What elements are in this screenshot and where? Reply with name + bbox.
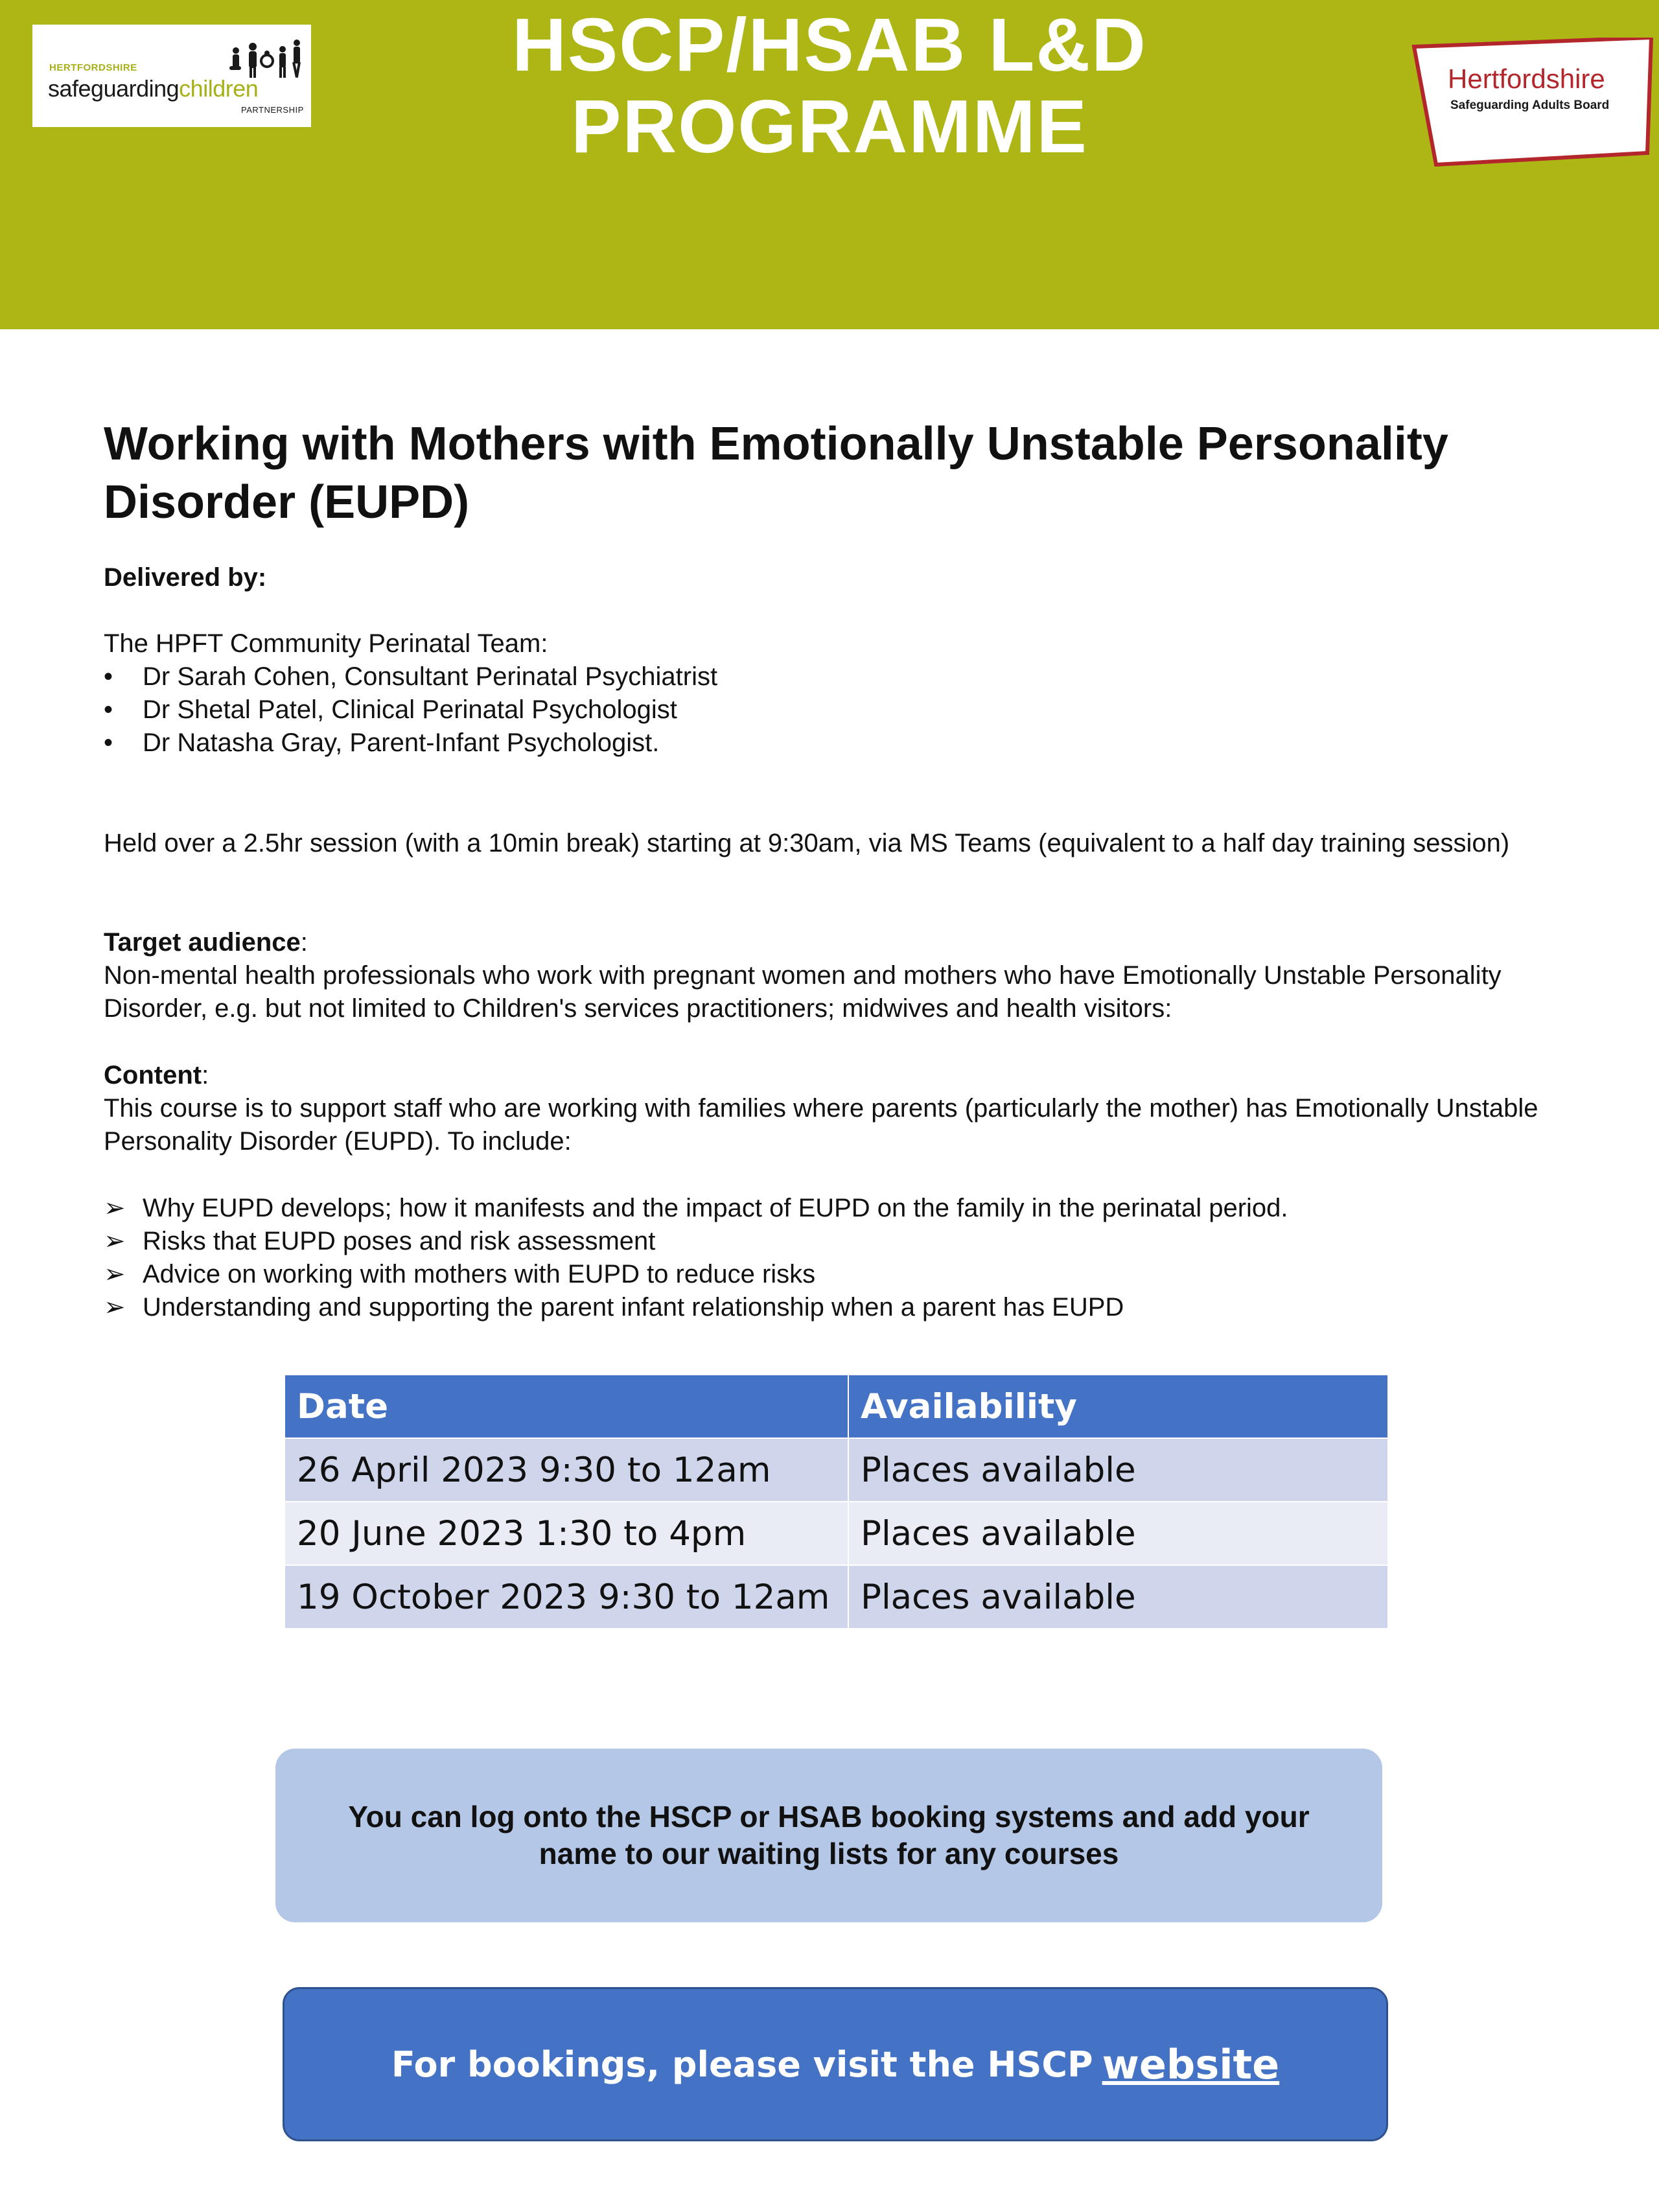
bookings-text: For bookings, please visit the HSCP xyxy=(391,2043,1093,2085)
presenter-item xyxy=(104,727,717,760)
waiting-list-text: You can log onto the HSCP or HSAB booking systems and add your name to our waiting lists for any courses xyxy=(348,1800,1310,1870)
logo-left-county: HERTFORDSHIRE xyxy=(49,62,137,73)
content-point xyxy=(104,1291,1288,1324)
availability-cell: Places available xyxy=(848,1438,1388,1502)
presenter-list xyxy=(104,660,717,760)
session-info: Held over a 2.5hr session (with a 10min break) starting at 9:30am, via MS Teams (equivalent to a half day training session) xyxy=(104,829,1510,857)
availability-cell: Places available xyxy=(848,1502,1388,1565)
programme-title-line1: HSCP/HSAB L&D xyxy=(512,3,1147,87)
target-audience-label: Target audience xyxy=(104,928,301,957)
hsab-logo-subtitle: Safeguarding Adults Board xyxy=(1450,99,1610,112)
content-point xyxy=(104,1225,1288,1258)
label-colon: : xyxy=(300,928,308,957)
hsab-logo-name: Hertfordshire xyxy=(1448,64,1605,94)
arrow-bullet-icon: ➢ xyxy=(104,1227,126,1255)
arrow-bullet-icon: ➢ xyxy=(104,1260,126,1288)
content-label: Content xyxy=(104,1061,202,1089)
team-intro: The HPFT Community Perinatal Team: xyxy=(104,629,548,658)
label-colon: : xyxy=(202,1061,209,1089)
table-row xyxy=(284,1565,1388,1629)
content-block xyxy=(104,1059,1549,1158)
column-header-availability: Availability xyxy=(848,1375,1388,1438)
waiting-list-callout xyxy=(275,1749,1382,1922)
presenter-text: Dr Shetal Patel, Clinical Perinatal Psychologist xyxy=(143,695,677,724)
delivered-by-label: Delivered by: xyxy=(104,563,267,592)
date-cell: 19 October 2023 9:30 to 12am xyxy=(284,1565,848,1629)
date-cell: 26 April 2023 9:30 to 12am xyxy=(284,1438,848,1502)
content-point xyxy=(104,1192,1288,1225)
hsab-logo xyxy=(1410,38,1656,167)
schedule-table xyxy=(284,1374,1389,1629)
bullet-dot-icon: • xyxy=(104,728,113,757)
programme-title-line2: PROGRAMME xyxy=(571,84,1088,169)
content-point-text: Risks that EUPD poses and risk assessment xyxy=(143,1227,656,1255)
logo-left-partnership: PARTNERSHIP xyxy=(241,105,304,115)
content-points xyxy=(104,1192,1288,1324)
content-point xyxy=(104,1258,1288,1291)
table-header-row xyxy=(284,1375,1388,1438)
content-point-text: Understanding and supporting the parent infant relationship when a parent has EUPD xyxy=(143,1293,1124,1321)
presenter-text: Dr Natasha Gray, Parent-Infant Psychologist. xyxy=(143,728,660,757)
website-link[interactable]: website xyxy=(1102,2040,1280,2088)
content-point-text: Why EUPD develops; how it manifests and the impact of EUPD on the family in the perinatal period. xyxy=(143,1194,1288,1222)
presenter-text: Dr Sarah Cohen, Consultant Perinatal Psychiatrist xyxy=(143,662,718,691)
target-audience-block xyxy=(104,926,1549,1025)
date-cell: 20 June 2023 1:30 to 4pm xyxy=(284,1502,848,1565)
bullet-dot-icon: • xyxy=(104,695,113,724)
presenter-item xyxy=(104,693,717,727)
arrow-bullet-icon: ➢ xyxy=(104,1194,126,1222)
content-text: This course is to support staff who are working with families where parents (particularly the mother) has Emotionally Unstable Personality Disorder (EUPD). To include: xyxy=(104,1094,1538,1156)
content-point-text: Advice on working with mothers with EUPD to reduce risks xyxy=(143,1260,816,1288)
arrow-bullet-icon: ➢ xyxy=(104,1293,126,1321)
logo-left-word-b: children xyxy=(179,75,259,102)
table-row xyxy=(284,1502,1388,1565)
header-band xyxy=(0,0,1659,329)
column-header-date: Date xyxy=(284,1375,848,1438)
course-title: Working with Mothers with Emotionally Unstable Personality Disorder (EUPD) xyxy=(104,418,1448,528)
table-row xyxy=(284,1438,1388,1502)
bullet-dot-icon: • xyxy=(104,662,113,691)
availability-cell: Places available xyxy=(848,1565,1388,1629)
logo-left-word-a: safeguarding xyxy=(48,75,180,102)
bookings-callout xyxy=(283,1987,1388,2141)
target-audience-text: Non-mental health professionals who work with pregnant women and mothers who have Emotionally Unstable Personality Disorder, e.g. but not limited to Children's services practitioners; midwives and health visitors: xyxy=(104,961,1502,1023)
presenter-item xyxy=(104,660,717,693)
